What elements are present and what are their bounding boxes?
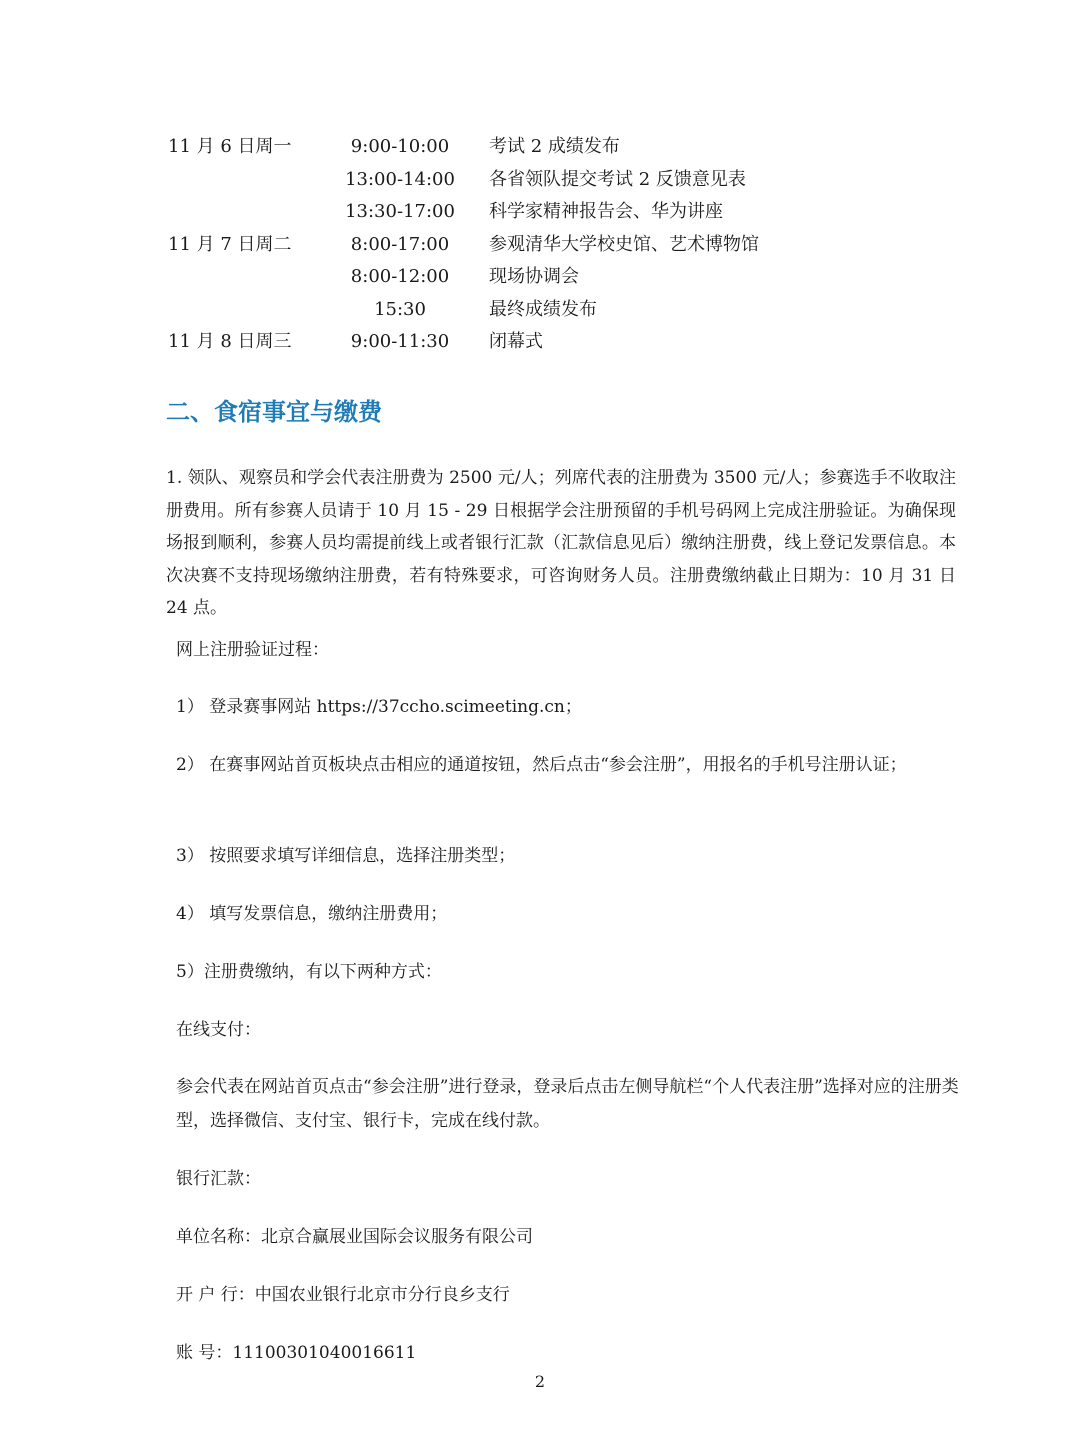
schedule-date: 11 月 8 日周三 — [168, 331, 292, 352]
online-payment-title: 在线支付： — [176, 1020, 261, 1040]
schedule-event: 现场协调会 — [489, 266, 579, 287]
section-heading: 二、食宿事宜与缴费 — [166, 398, 382, 426]
schedule-row — [0, 131, 1080, 163]
schedule-time: 13:00-14:00 — [345, 169, 455, 190]
schedule-time: 15:30 — [374, 299, 426, 320]
schedule-time: 9:00-11:30 — [350, 331, 450, 352]
schedule-row — [0, 164, 1080, 196]
step-4: 4） 填写发票信息，缴纳注册费用； — [176, 904, 448, 924]
schedule-date: 11 月 6 日周一 — [168, 136, 292, 157]
schedule-row — [0, 261, 1080, 293]
bank-account: 账 号：11100301040016611 — [176, 1343, 417, 1363]
step-1-text: 1） 登录赛事网站 https://37ccho.scimeeting.cn； — [176, 697, 582, 717]
bank-transfer-title: 银行汇款： — [176, 1169, 261, 1189]
schedule-row — [0, 229, 1080, 261]
registration-fee-paragraph: 1. 领队、观察员和学会代表注册费为 2500 元/人；列席代表的注册费为 3500 元/人；参赛选手不收取注册费用。所有参赛人员请于 10 月 15 - 29 日根据学会注册预留的手机号码网上完成注册验证。为确保现场报到顺利，参赛人员均需提前线上或者银行汇款（汇款信息见后）缴纳注册费，线上登记发票信息。本次决赛不支持现场缴纳注册费，若有特殊要求，可咨询财务人员。注册费缴纳截止日期为：10 月 31 日 24 点。 — [166, 468, 956, 618]
schedule-event: 参观清华大学校史馆、艺术博物馆 — [489, 234, 759, 255]
bank-company-name: 单位名称：北京合赢展业国际会议服务有限公司 — [176, 1227, 533, 1247]
step-2: 2） 在赛事网站首页板块点击相应的通道按钮，然后点击“参会注册”，用报名的手机号注册认证； — [176, 755, 907, 775]
schedule-date: 11 月 7 日周二 — [168, 234, 292, 255]
schedule-row — [0, 326, 1080, 358]
schedule-row — [0, 294, 1080, 326]
bank-branch: 开 户 行：中国农业银行北京市分行良乡支行 — [176, 1285, 510, 1305]
schedule-time: 8:00-17:00 — [350, 234, 450, 255]
online-registration-title: 网上注册验证过程： — [176, 640, 329, 660]
step-3: 3） 按照要求填写详细信息，选择注册类型； — [176, 846, 516, 866]
schedule-event: 各省领队提交考试 2 反馈意见表 — [489, 169, 746, 190]
schedule-row — [0, 196, 1080, 228]
schedule-event: 科学家精神报告会、华为讲座 — [489, 201, 723, 222]
schedule-time: 9:00-10:00 — [350, 136, 450, 157]
step-5: 5）注册费缴纳，有以下两种方式： — [176, 962, 442, 982]
schedule-time: 8:00-12:00 — [350, 266, 450, 287]
schedule-event: 最终成绩发布 — [489, 299, 597, 320]
schedule-event: 考试 2 成绩发布 — [489, 136, 620, 157]
online-payment-text: 参会代表在网站首页点击“参会注册”进行登录，登录后点击左侧导航栏“个人代表注册”选择对应的注册类型，选择微信、支付宝、银行卡，完成在线付款。 — [176, 1077, 959, 1131]
page-number: 2 — [534, 1372, 546, 1391]
schedule-event: 闭幕式 — [489, 331, 543, 352]
step-1 — [176, 690, 966, 724]
schedule-time: 13:30-17:00 — [345, 201, 455, 222]
